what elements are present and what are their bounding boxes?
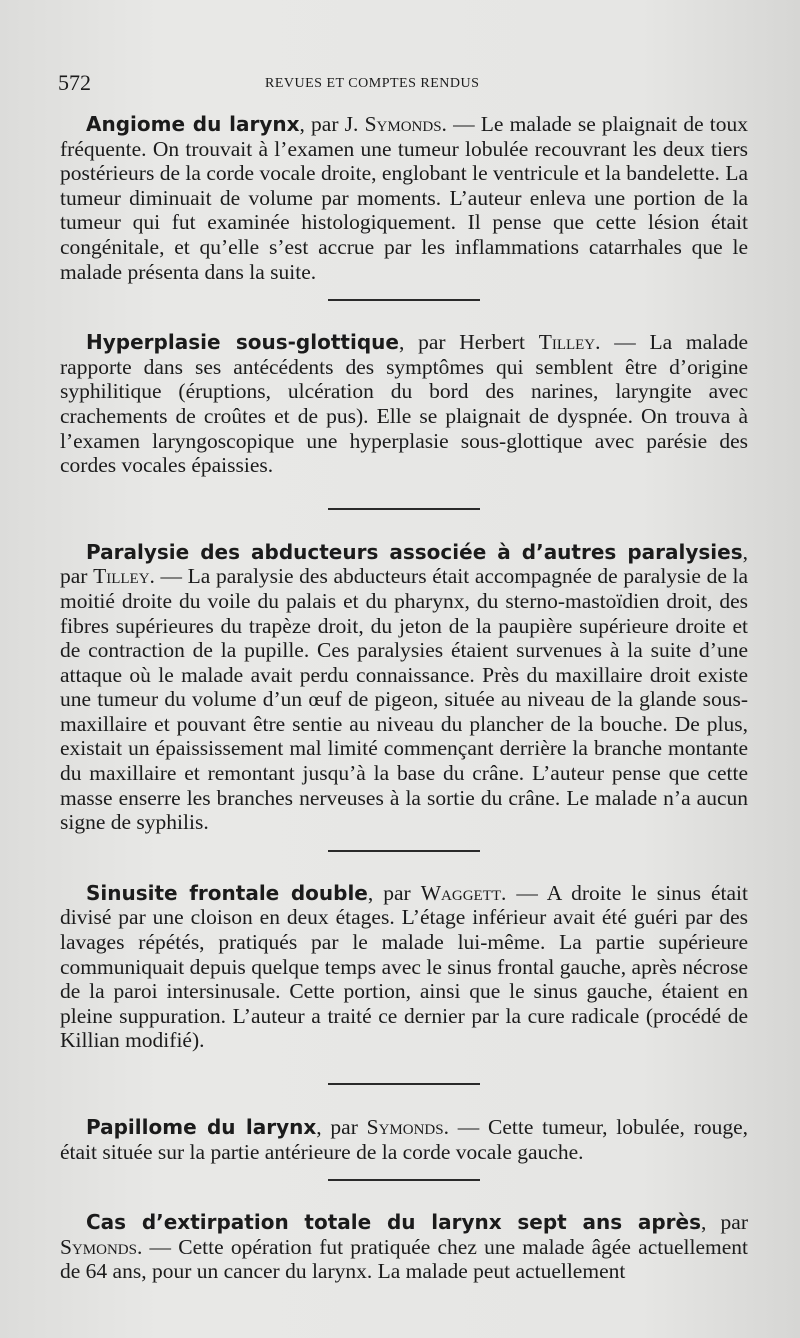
article-text: Le malade se plaignait de toux fréquente. On trouvait à l’examen une tumeur lobulée recouvrant les deux tiers postérieurs de la corde vocale droite, englobant le ventricule et la bandelette. La tumeur diminuait de volume par moments. L’auteur enleva une portion de la tumeur qui fut examinée histologiquement. Il pense que cette lésion était congénitale, et qu’elle s’est accrue par les inflammations catarrhales que le malade présenta dans la suite.: [60, 112, 749, 284]
article-paragraph: [60, 881, 748, 1053]
byline-separator: . —: [443, 1115, 488, 1139]
byline-prefix: , par: [701, 1210, 748, 1235]
article-text: A droite le sinus était divisé par une cloison en deux étages. L’étage inférieur avait été guéri par des lavages répétés, pratiqués par le malade lui-même. La partie supérieure communiquait depuis quelque temps avec le sinus frontal gauche, après nécrose de la paroi intersinusale. Cette portion, ainsi que le sinus gauche, étaient en pleine suppuration. L’auteur a traité ce dernier par la cure radicale (procédé de Killian modifié).: [60, 880, 748, 1053]
article-papillome: [60, 1115, 748, 1164]
byline-separator: . —: [501, 880, 547, 905]
article-hyperplasie: [60, 330, 748, 478]
article-title: Paralysie des abducteurs associée à d’autres paralysies: [86, 539, 743, 564]
article-title: Angiome du larynx: [86, 112, 300, 136]
byline-prefix: , par: [60, 539, 748, 589]
author-name: Tilley: [93, 564, 150, 589]
section-divider: [328, 508, 480, 510]
article-title: Sinusite frontale double: [86, 880, 368, 905]
byline-separator: . —: [441, 112, 481, 136]
article-title: Hyperplasie sous-glottique: [86, 330, 399, 355]
byline-separator: . —: [136, 1234, 179, 1259]
author-name: Symonds: [364, 112, 442, 136]
byline-prefix: , par: [316, 1115, 367, 1139]
article-paragraph: [60, 540, 748, 835]
article-title: Cas d’extirpation totale du larynx sept ans après: [86, 1210, 702, 1235]
article-paragraph: [60, 112, 748, 284]
page-body: [0, 112, 800, 1284]
article-paragraph: [60, 330, 748, 478]
page-header: [58, 70, 748, 102]
byline-separator: . —: [149, 564, 188, 589]
article-text: Cette opération fut pratiquée chez une malade âgée actuellement de 64 ans, pour un cancer du larynx. La malade peut actuellement: [60, 1234, 748, 1284]
section-divider: [328, 1083, 480, 1085]
article-paragraph: [60, 1210, 748, 1284]
section-divider: [328, 850, 480, 852]
section-divider: [328, 299, 480, 301]
article-paragraph: [60, 1115, 748, 1164]
byline-prefix: , par Herbert: [398, 330, 539, 355]
article-title: Papillome du larynx: [86, 1115, 317, 1139]
article-text: La paralysie des abducteurs était accompagnée de paralysie de la moitié droite du voile du palais et du pharynx, du sterno-mastoïdien droit, des fibres supérieures du trapèze droit, du jeton de la paupière supérieure droite et de contraction de la pupille. Ces paralysies étaient survenues à la suite d’une attaque où le malade avait perdu connaissance. Près du maxillaire droit existe une tumeur du volume d’un œuf de pigeon, située au niveau de la glande sous-maxillaire et pouvant être sentie au niveau du plancher de la bouche. De plus, existait un épaississement mal limité commençant derrière la branche montante du maxillaire et remontant jusqu’à la base du crâne. L’auteur pense que cette masse enserre les branches nerveuses à la sortie du crâne. Le malade n’a aucun signe de syphilis.: [60, 564, 748, 835]
author-name: Symonds: [366, 1115, 444, 1139]
author-name: Tilley: [538, 330, 596, 355]
article-text: Cette tumeur, lobulée, rouge, était située sur la partie antérieure de la corde vocale gauche.: [60, 1115, 749, 1164]
byline-prefix: , par: [367, 880, 421, 905]
byline-prefix: , par J.: [299, 112, 365, 136]
article-extirpation: [60, 1210, 748, 1284]
section-divider: [328, 1179, 480, 1181]
article-paralysie: [60, 540, 748, 835]
article-sinusite: [60, 881, 748, 1053]
author-name: Symonds: [60, 1234, 137, 1259]
running-head: REVUES ET COMPTES RENDUS: [265, 76, 480, 91]
article-text: La malade rapporte dans ses antécédents des symptômes qui semblent être d’origine syphilitique (éruptions, ulcération du bord des narines, laryngite avec crachements de croûtes et de pus). Elle se plaignait de dyspnée. On trouva à l’examen laryngoscopique une hyperplasie sous-glottique avec parésie des cordes vocales épaissies.: [60, 330, 749, 478]
author-name: Waggett: [420, 880, 502, 905]
article-angiome: [60, 112, 748, 284]
page-number: 572: [58, 70, 91, 95]
byline-separator: . —: [595, 330, 650, 355]
